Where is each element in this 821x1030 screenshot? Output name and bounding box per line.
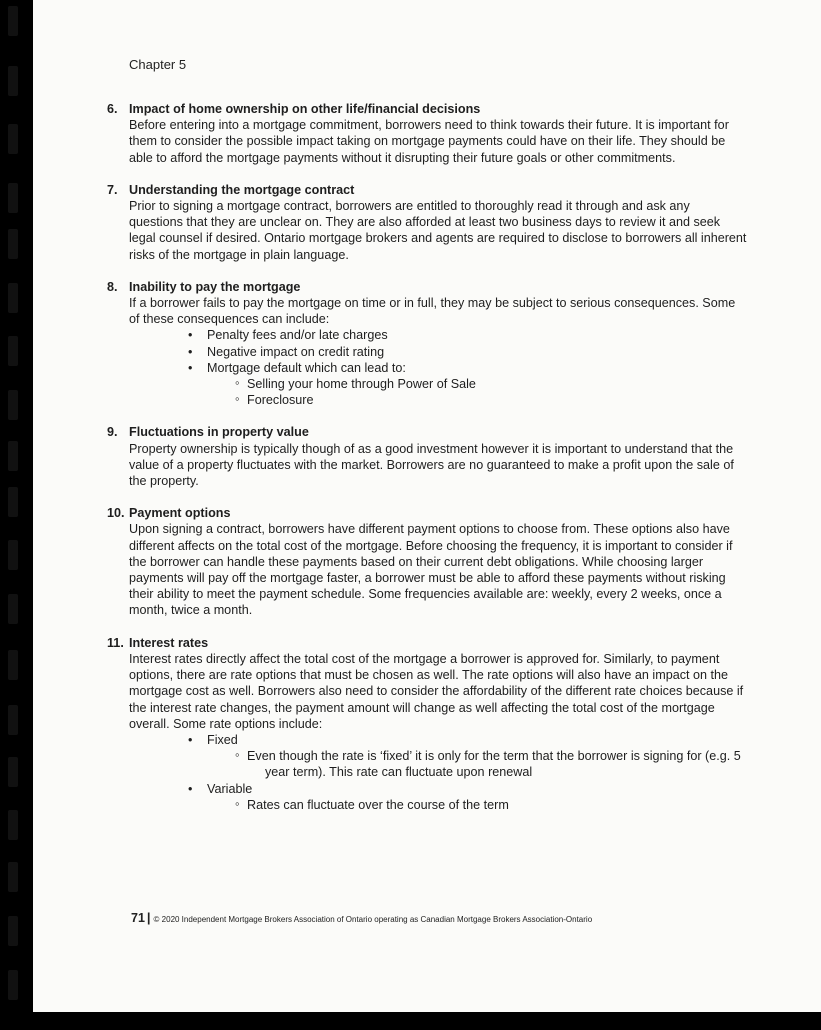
sub-list-item: ◦ Even though the rate is ‘fixed’ it is only for the term that the borrower is signing for (e.g. 5 year term). This rate can fluctuate upon renewal bbox=[207, 748, 747, 780]
section-paragraph: Property ownership is typically though of as a good investment however it is important to understand that the value of a property fluctuates with the market. Borrowers are no guaranteed to make a profit upon the sale of the property. bbox=[129, 441, 734, 489]
list-item-text: Variable bbox=[207, 781, 253, 796]
section-paragraph: If a borrower fails to pay the mortgage on time or in full, they may be subject to serious consequences. Some of these consequences can include: bbox=[129, 296, 736, 327]
section-title: Understanding the mortgage contract bbox=[129, 182, 355, 197]
sub-list bbox=[207, 748, 747, 780]
binder-hole bbox=[8, 862, 18, 892]
section-number: 7. bbox=[107, 182, 118, 197]
sub-list bbox=[207, 376, 747, 408]
section-title: Fluctuations in property value bbox=[129, 425, 309, 440]
page-number: 71 bbox=[131, 911, 145, 925]
list-item: • Penalty fees and/or late charges bbox=[129, 327, 747, 343]
list-item bbox=[129, 360, 747, 409]
section-number: 10. bbox=[107, 506, 125, 521]
section-number: 9. bbox=[107, 425, 118, 440]
section-9 bbox=[107, 424, 747, 489]
binder-hole bbox=[8, 183, 18, 213]
sub-list-item: ◦ Rates can fluctuate over the course of the term bbox=[207, 797, 747, 813]
bullet-list bbox=[129, 327, 747, 408]
section-8 bbox=[107, 279, 747, 409]
section-11 bbox=[107, 635, 747, 813]
binder-hole bbox=[8, 66, 18, 96]
binder-hole bbox=[8, 594, 18, 624]
binder-hole bbox=[8, 441, 18, 471]
page-footer bbox=[131, 910, 592, 925]
sub-list-item: ◦ Selling your home through Power of Sale bbox=[207, 376, 747, 392]
section-title: Payment options bbox=[129, 506, 231, 521]
section-title: Inability to pay the mortgage bbox=[129, 279, 301, 294]
section-number: 8. bbox=[107, 279, 118, 294]
bullet-list bbox=[129, 732, 747, 813]
binder-hole bbox=[8, 705, 18, 735]
binder-hole bbox=[8, 6, 18, 36]
binder-hole bbox=[8, 916, 18, 946]
sub-list bbox=[207, 797, 747, 813]
sub-list-item: ◦ Foreclosure bbox=[207, 392, 747, 408]
section-number: 11. bbox=[107, 635, 124, 650]
copyright-notice: © 2020 Independent Mortgage Brokers Association of Ontario operating as Canadian Mortgage Brokers Association-Ontario bbox=[153, 915, 593, 924]
section-paragraph: Before entering into a mortgage commitment, borrowers need to think towards their future. It is important for them to consider the possible impact taking on mortgage payments could have on their life. They should be able to afford the mortgage payments without it disrupting their future goals or other commitments. bbox=[129, 118, 729, 165]
list-item-text: Mortgage default which can lead to: bbox=[207, 360, 406, 375]
binder-hole bbox=[8, 650, 18, 680]
section-7 bbox=[107, 182, 747, 263]
section-paragraph: Interest rates directly affect the total cost of the mortgage a borrower is approved for. Similarly, to payment options, there are rate options that must be chosen as well. The rate options will also have an impact on the mortgage cost as well. Borrowers also need to consider the affordability of the different rate choices because if the interest rate changes, the payment amount will change as well affecting the total cost of the mortgage overall. Some rate options include: bbox=[129, 651, 744, 731]
section-title: Interest rates bbox=[129, 635, 209, 650]
document-page bbox=[33, 0, 821, 1012]
binder-hole bbox=[8, 487, 18, 517]
content bbox=[107, 101, 747, 829]
section-paragraph: Prior to signing a mortgage contract, borrowers are entitled to thoroughly read it through and ask any questions that they are unclear on. They are also afforded at least two business days to review it and seek legal counsel if desired. Ontario mortgage brokers and agents are required to disclose to borrowers all inherent risks of the mortgage in plain language. bbox=[129, 199, 747, 262]
binder-hole bbox=[8, 757, 18, 787]
binder-hole bbox=[8, 124, 18, 154]
section-6 bbox=[107, 101, 747, 166]
binder-hole bbox=[8, 540, 18, 570]
binder-hole bbox=[8, 810, 18, 840]
footer-separator: | bbox=[146, 910, 151, 925]
section-10 bbox=[107, 505, 747, 618]
section-title: Impact of home ownership on other life/financial decisions bbox=[129, 102, 481, 116]
section-number: 6. bbox=[107, 102, 118, 116]
chapter-heading: Chapter 5 bbox=[129, 57, 187, 72]
binder-hole bbox=[8, 390, 18, 420]
binder-hole bbox=[8, 229, 18, 259]
binder-hole bbox=[8, 970, 18, 1000]
binder-holes bbox=[0, 0, 33, 1030]
binder-hole bbox=[8, 336, 18, 366]
list-item bbox=[129, 732, 747, 781]
section-paragraph: Upon signing a contract, borrowers have different payment options to choose from. These options also have different affects on the total cost of the mortgage. Before choosing the frequency, it is important to consider if the borrower can handle these payments based on their current debt obligations. While choosing larger payments will pay off the mortgage faster, a borrower must be able to afford these payments without risking their ability to meet the payment schedule. Some frequencies available are: weekly, every 2 weeks, once a month, twice a month. bbox=[129, 522, 733, 618]
list-item-text: Fixed bbox=[207, 732, 238, 747]
list-item: • Negative impact on credit rating bbox=[129, 344, 747, 360]
list-item bbox=[129, 781, 747, 813]
binder-hole bbox=[8, 283, 18, 313]
